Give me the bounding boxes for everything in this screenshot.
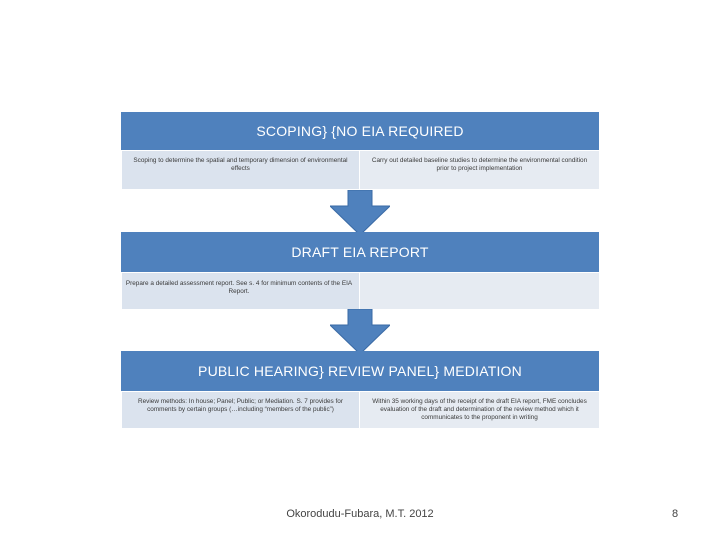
scoping-header	[121, 112, 599, 151]
hearing-title: PUBLIC HEARING} REVIEW PANEL} MEDIATION	[198, 363, 522, 379]
draft-title: DRAFT EIA REPORT	[291, 244, 429, 260]
hearing-right-text: Within 35 working days of the receipt of the draft EIA report, FME concludes evaluation of the draft and determination of the review method which it communicates to the proponent in writing	[372, 398, 587, 421]
draft-right-cell	[359, 273, 599, 309]
scoping-left-cell	[121, 151, 359, 189]
scoping-left-text: Scoping to determine the spatial and temporary dimension of environmental effects	[133, 157, 348, 172]
hearing-right-cell	[359, 392, 599, 428]
hearing-left-cell	[121, 392, 359, 428]
page-number: 8	[671, 508, 679, 520]
draft-left-text: Prepare a detailed assessment report. See s. 4 for minimum contents of the EIA Report.	[125, 280, 353, 295]
footer-credit: Okorodudu-Fubara, M.T. 2012	[286, 508, 434, 520]
down-arrow-1	[330, 190, 390, 235]
hearing-left-text: Review methods: In house; Panel; Public; or Mediation. S. 7 provides for comments by certain groups (…including “members of the public”)	[138, 398, 343, 413]
down-arrow-2	[330, 309, 390, 354]
scoping-right-cell	[359, 151, 599, 189]
scoping-right-text: Carry out detailed baseline studies to determine the environmental condition prior to project implementation	[371, 157, 588, 172]
scoping-title: SCOPING} {NO EIA REQUIRED	[256, 123, 464, 139]
hearing-header	[121, 351, 599, 392]
draft-left-cell	[121, 273, 359, 309]
draft-header	[121, 232, 599, 273]
